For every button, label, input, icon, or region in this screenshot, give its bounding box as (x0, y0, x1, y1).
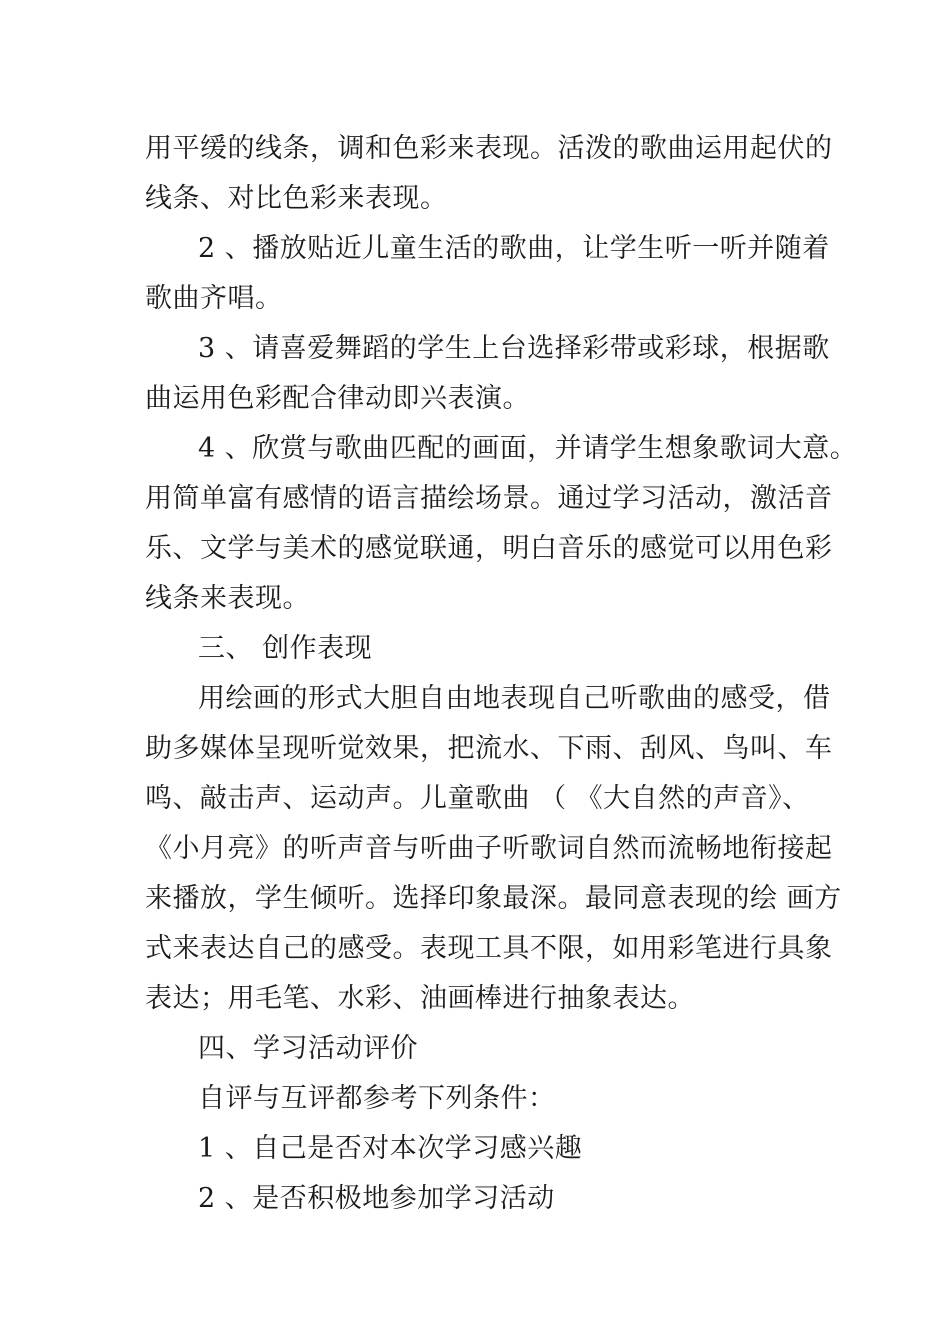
paragraph-line: 线条来表现。 (145, 583, 310, 614)
list-item-2: 2 、是否积极地参加学习活动 (198, 1183, 555, 1214)
paragraph-line: 乐、文学与美术的感觉联通，明白音乐的感觉可以用色彩 (145, 533, 833, 564)
list-item-4: 4 、欣赏与歌曲匹配的画面，并请学生想象歌词大意。 (198, 433, 858, 464)
paragraph-line: 歌曲齐唱。 (145, 283, 283, 314)
paragraph-line: 用简单富有感情的语言描绘场景。通过学习活动，激活音 (145, 483, 833, 514)
section-heading-3: 三、 创作表现 (198, 633, 373, 664)
paragraph-line: 曲运用色彩配合律动即兴表演。 (145, 383, 530, 414)
paragraph-line: 鸣、敲击声、运动声。儿童歌曲 （ 《大自然的声音》、 (145, 783, 810, 814)
section-heading-4: 四、学习活动评价 (198, 1033, 418, 1064)
paragraph-line: 式来表达自己的感受。表现工具不限，如用彩笔进行具象 (145, 933, 833, 964)
list-item-2: 2 、播放贴近儿童生活的歌曲，让学生听一听并随着 (198, 233, 830, 264)
paragraph-line: 自评与互评都参考下列条件： (198, 1083, 556, 1114)
list-item-1: 1 、自己是否对本次学习感兴趣 (198, 1133, 583, 1164)
list-item-3: 3 、请喜爱舞蹈的学生上台选择彩带或彩球，根据歌 (198, 333, 830, 364)
paragraph-line: 表达；用毛笔、水彩、油画棒进行抽象表达。 (145, 983, 695, 1014)
paragraph-line: 线条、对比色彩来表现。 (145, 183, 448, 214)
paragraph-line: 用绘画的形式大胆自由地表现自己听歌曲的感受，借 (198, 683, 831, 714)
paragraph-line: 《小月亮》的听声音与听曲子听歌词自然而流畅地衔接起 (145, 833, 833, 864)
paragraph-line: 来播放，学生倾听。选择印象最深。最同意表现的绘 画方 (145, 883, 842, 914)
paragraph-line: 用平缓的线条，调和色彩来表现。活泼的歌曲运用起伏的 (145, 133, 833, 164)
paragraph-line: 助多媒体呈现听觉效果，把流水、下雨、刮风、鸟叫、车 (145, 733, 833, 764)
